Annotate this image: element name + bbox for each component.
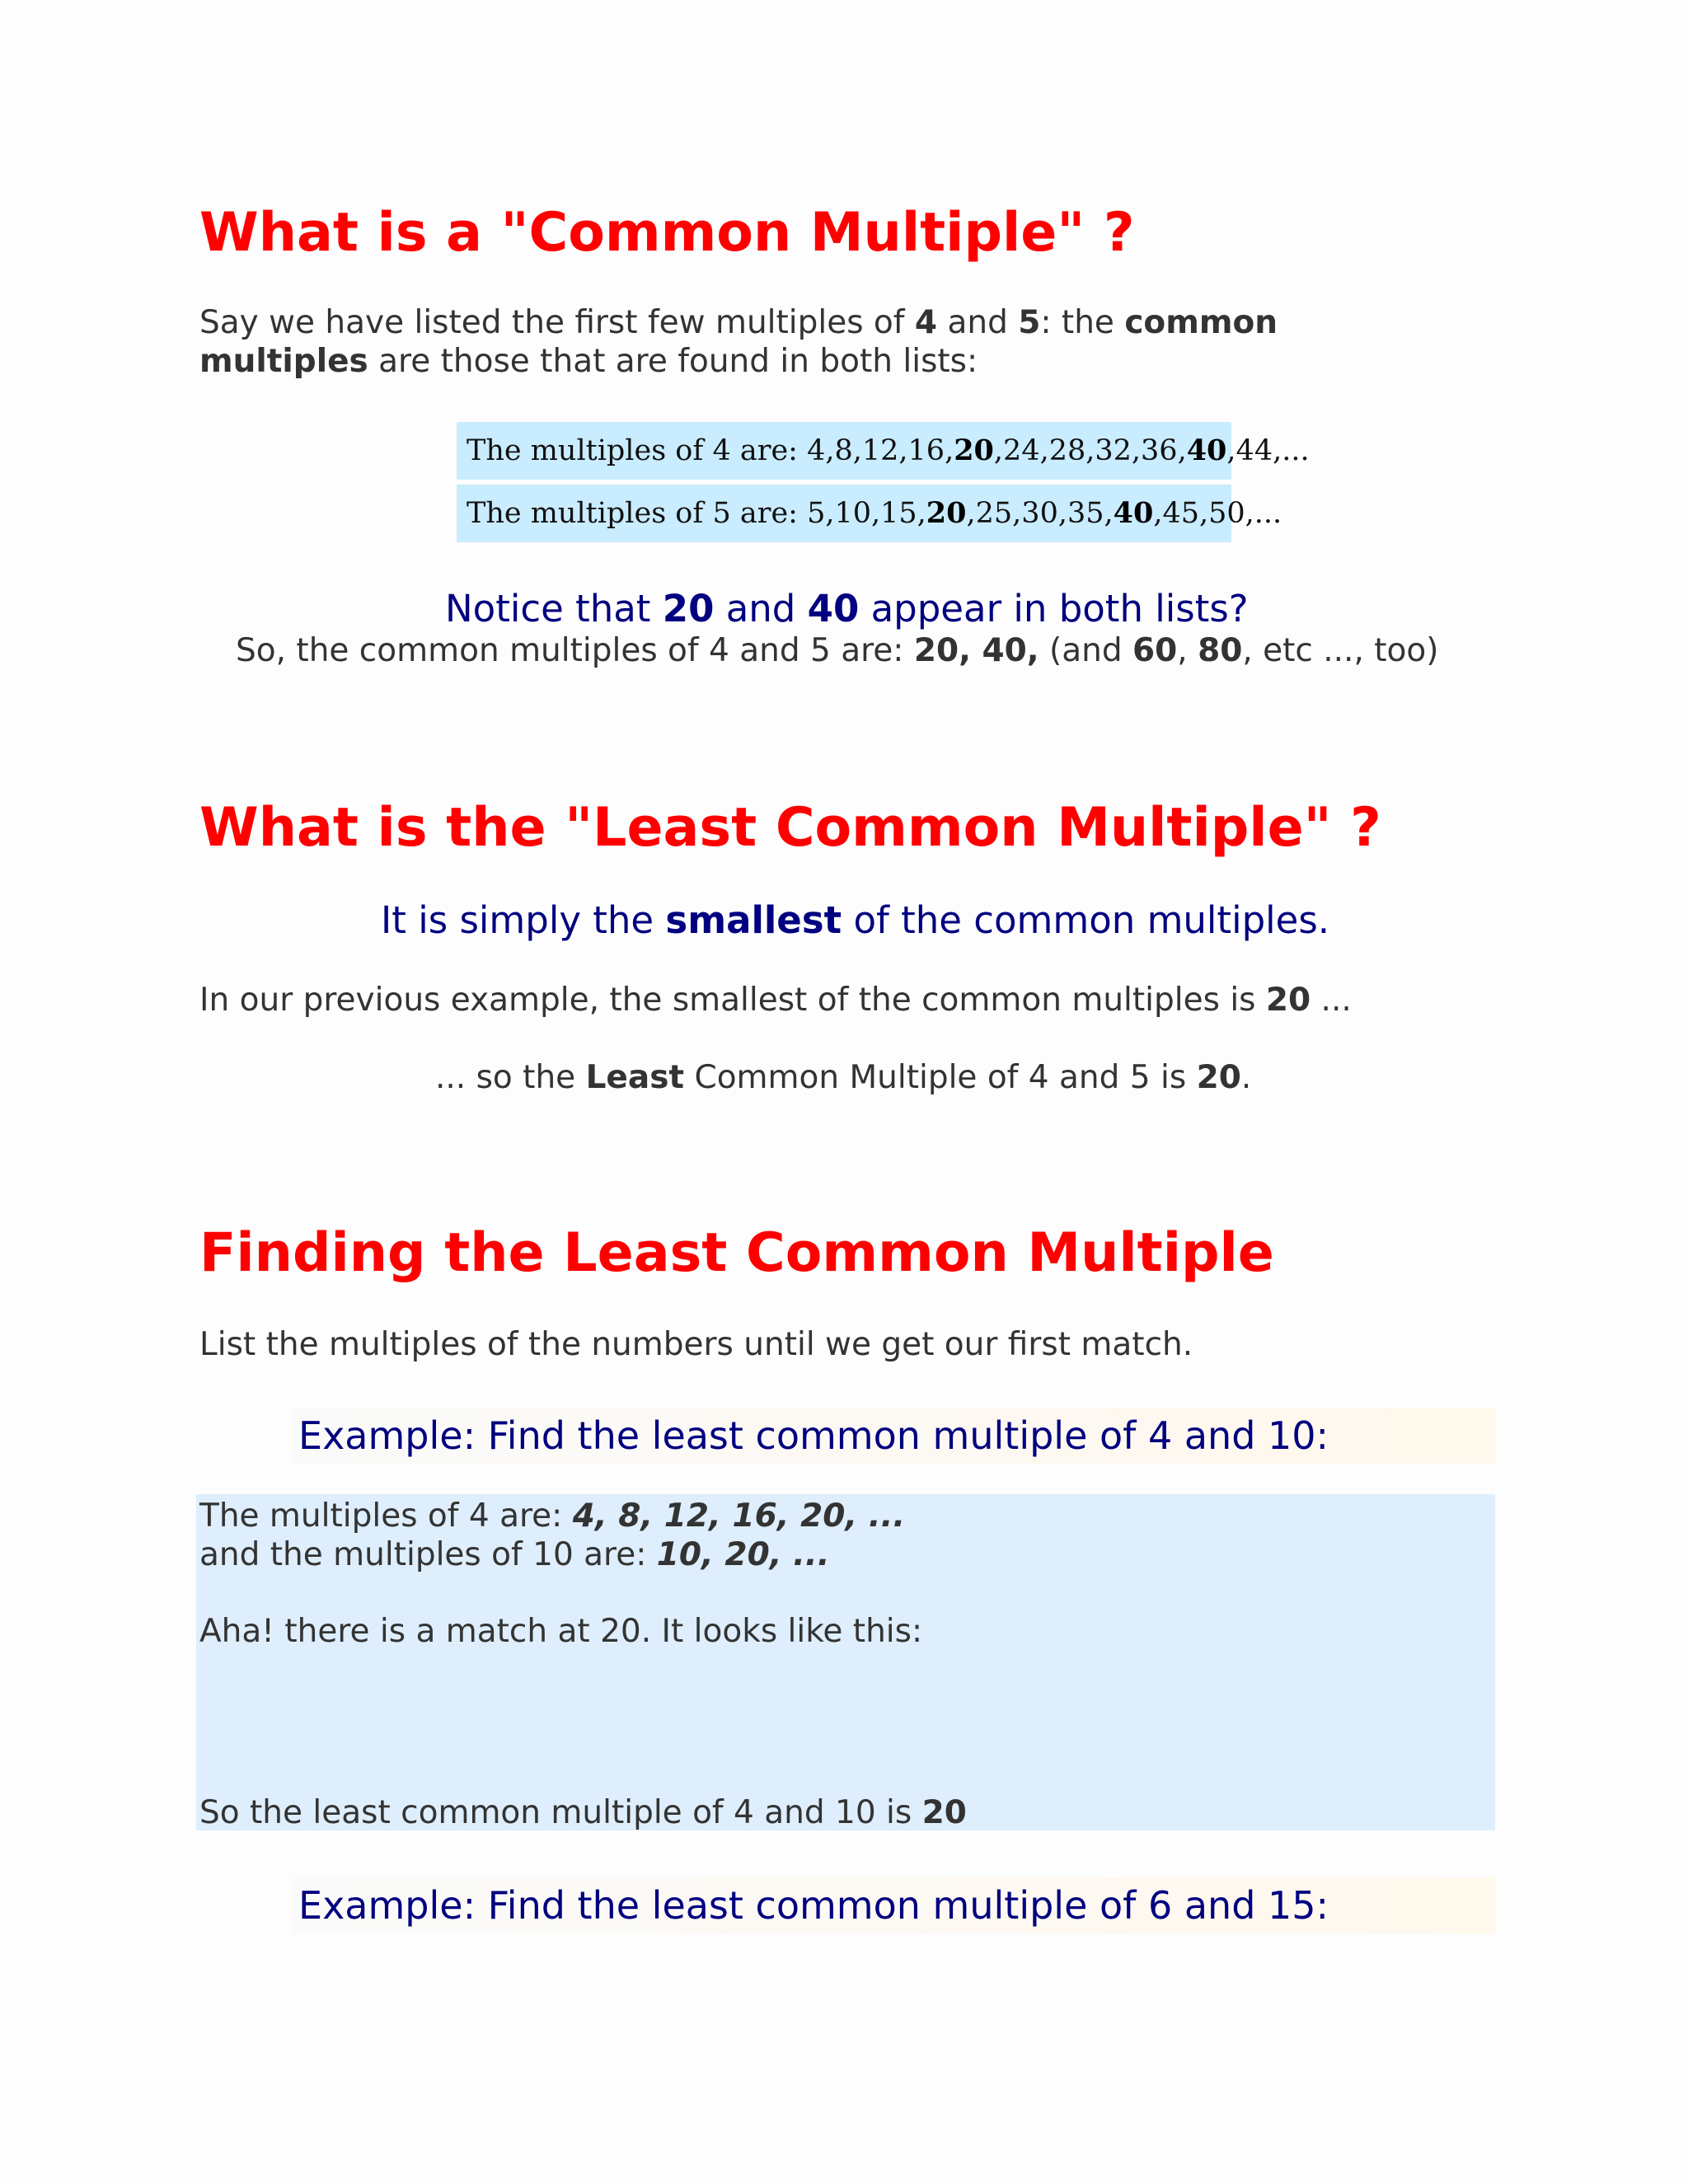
so-text-d: , etc ..., too): [1242, 632, 1439, 669]
notice-and: and: [714, 587, 808, 630]
m10-text: and the multiples of 10 are:: [199, 1536, 657, 1573]
and-text: and: [937, 304, 1019, 341]
least-text-a: ... so the: [435, 1059, 586, 1096]
intro-text-b: : the: [1040, 304, 1125, 341]
so-bold-20-40: 20, 40,: [913, 632, 1039, 669]
list-multiples-line: List the multiples of the numbers until we get our first match.: [199, 1326, 1193, 1363]
row2-mid: ,25,30,35,: [966, 497, 1114, 530]
so-bold-80: 80: [1198, 632, 1243, 669]
least-bold-20: 20: [1196, 1059, 1241, 1096]
heading-least-common-multiple: What is the "Least Common Multiple" ?: [199, 797, 1381, 859]
heading-finding-lcm: Finding the Least Common Multiple: [199, 1222, 1274, 1284]
simply-smallest-line: [381, 898, 1329, 943]
row1-suffix: ,44,...: [1226, 434, 1310, 467]
m10-values: 10, 20, ...: [656, 1536, 830, 1573]
m4-text: The multiples of 4 are:: [199, 1497, 573, 1535]
so-bold-60: 60: [1132, 632, 1178, 669]
intro-text: Say we have listed the first few multiples of: [199, 304, 915, 341]
so-common-multiples-line: [236, 631, 1438, 670]
multiples-of-4-row: [457, 422, 1310, 480]
lcm-bold-20: 20: [921, 1794, 967, 1831]
simply-text-a: It is simply the: [381, 898, 666, 942]
notice-bold-20: 20: [662, 587, 715, 630]
example1-heading: Example: Find the least common multiple of 4 and 10:: [298, 1413, 1329, 1458]
bold-multiples: multiples: [199, 343, 368, 380]
bold-4: 4: [914, 304, 938, 341]
row1-mid: ,24,28,32,36,: [993, 434, 1187, 467]
prev-bold-20: 20: [1265, 982, 1311, 1019]
row2-prefix: The multiples of 5 are: 5,10,15,: [467, 497, 926, 530]
notice-line: [445, 587, 1249, 631]
notice-text-b: appear in both lists?: [859, 587, 1249, 630]
prev-text-a: In our previous example, the smallest of the common multiples is: [199, 982, 1266, 1019]
lcm-text: So the least common multiple of 4 and 10 is: [199, 1794, 922, 1831]
intro-text-c: are those that are found in both lists:: [368, 343, 978, 380]
least-text-b: Common Multiple of 4 and 5 is: [684, 1059, 1197, 1096]
bold-5: 5: [1018, 304, 1041, 341]
bold-smallest: smallest: [665, 898, 842, 942]
example2-heading: Example: Find the least common multiple of 6 and 15:: [298, 1883, 1329, 1928]
notice-text-a: Notice that: [445, 587, 663, 630]
heading-common-multiple: What is a "Common Multiple" ?: [199, 202, 1135, 264]
notice-bold-40: 40: [807, 587, 860, 630]
m4-values: 4, 8, 12, 16, 20, ...: [572, 1497, 906, 1535]
multiples-list-lines: [199, 1497, 905, 1574]
bold-least: Least: [585, 1059, 685, 1096]
row2-suffix: ,45,50,...: [1153, 497, 1282, 530]
intro-paragraph: [199, 303, 1278, 381]
lcm-4-10-result: [199, 1793, 967, 1832]
least-common-multiple-result: [435, 1058, 1251, 1097]
prev-text-b: ...: [1311, 982, 1352, 1019]
previous-example-line: [199, 981, 1352, 1019]
multiples-of-5-row: [457, 485, 1282, 542]
row2-bold-40: 40: [1113, 496, 1154, 530]
so-text-a: So, the common multiples of 4 and 5 are:: [236, 632, 914, 669]
so-comma: ,: [1177, 632, 1198, 669]
row1-prefix: The multiples of 4 are: 4,8,12,16,: [467, 434, 954, 467]
least-period: .: [1240, 1059, 1252, 1096]
row1-bold-40: 40: [1186, 434, 1227, 467]
row1-bold-20: 20: [954, 434, 994, 467]
simply-text-b: of the common multiples.: [842, 898, 1330, 942]
aha-line: Aha! there is a match at 20. It looks like this:: [199, 1613, 923, 1650]
bold-common: common: [1124, 304, 1278, 341]
row2-bold-20: 20: [926, 496, 967, 530]
so-text-c: (and: [1039, 632, 1132, 669]
